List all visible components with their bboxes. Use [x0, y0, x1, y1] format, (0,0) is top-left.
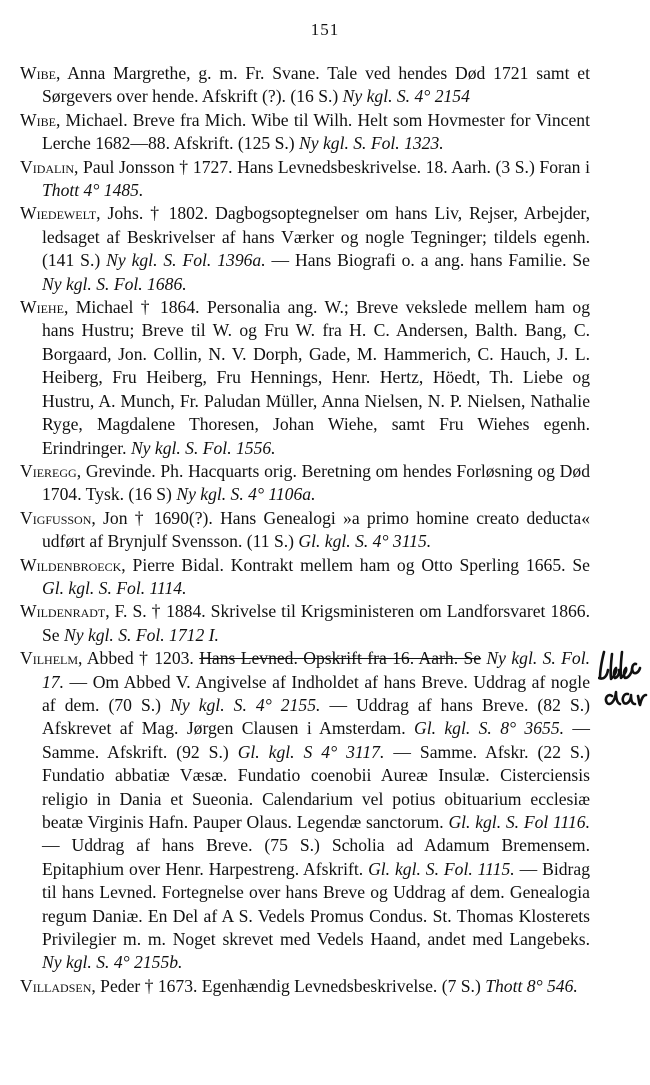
entry-text: , Grevinde. Ph. Hacquarts orig. Beretning om hendes Forløsning og Død 1704. Tysk. (16 S)	[42, 460, 590, 505]
entry-wibe-anna	[20, 62, 590, 109]
shelfmark: Ny kgl. S. 4° 2155.	[170, 694, 321, 715]
shelfmark: Ny kgl. S. Fol. 1686.	[42, 273, 187, 294]
entry-name: Wibe	[20, 63, 56, 83]
entry-wiehe	[20, 296, 590, 460]
shelfmark: Gl. kgl. S. Fol. 1115.	[368, 858, 515, 879]
shelfmark: Ny kgl. S. 4° 2155b.	[42, 952, 183, 973]
entry-villadsen	[20, 975, 590, 998]
page-number: 151	[310, 20, 340, 39]
shelfmark: Ny kgl. S. Fol. 1396a.	[106, 250, 266, 271]
entry-wildenradt	[20, 600, 590, 647]
entry-text: , Peder † 1673. Egenhændig Levnedsbeskrivelse. (7 S.)	[91, 975, 486, 996]
entry-text: — Bidrag til hans Levned. Fortegnelse over hans Breve og Uddrag af dem. Genealogia regum Daniæ. En Del af A S. Vedels Promus Condus. St. Thomas Klosterets Privilegier m. m. Noget skrevet med Vedels Haand, andet med Langebeks.	[42, 858, 590, 950]
entry-wildenbroeck	[20, 554, 590, 601]
entry-text: — Uddrag af hans Breve. (82 S.) Afskrevet af Mag. Jørgen Clausen i Amsterdam.	[42, 694, 590, 739]
entry-text: , F. S. † 1884. Skrivelse til Krigsministeren om Landforsvaret 1866. Se	[42, 601, 590, 645]
entry-vigfusson	[20, 507, 590, 554]
entry-text: , Paul Jonsson † 1727. Hans Levnedsbeskrivelse. 18. Aarh. (3 S.) Foran i	[74, 156, 590, 177]
shelfmark: Ny kgl. S. Fol. 1323.	[299, 133, 444, 154]
shelfmark: Thott 8° 546.	[485, 975, 578, 996]
handwritten-marginal-note	[598, 648, 648, 710]
entry-name: Vigfusson	[20, 507, 92, 528]
entry-text: , Johs. † 1802. Dagbogsoptegnelser om hans Liv, Rejser, Arbejder, ledsaget af Beskrivelser af hans Værker og nogle Tegninger; tildels egenh. (141 S.)	[42, 203, 590, 271]
shelfmark: Gl. kgl. S. Fol. 1114.	[42, 577, 187, 598]
entry-name: Wiedewelt	[20, 203, 97, 224]
entry-vidalin	[20, 156, 590, 203]
entry-vieregg	[20, 460, 590, 507]
entry-text: , Michael. Breve fra Mich. Wibe til Wilh. Helt som Hovmester for Vincent Lerche 1682—88. Afskrift. (125 S.)	[42, 109, 590, 154]
entry-text: , Jon † 1690(?). Hans Genealogi »a primo homine creato deducta« udført af Brynjulf Svensson. (11 S.)	[42, 507, 590, 552]
entry-text: , Michael † 1864. Personalia ang. W.; Breve vekslede mellem ham og hans Hustru; Breve til W. og Fru W. fra H. C. Andersen, Balth. Bang, C. Borgaard, Jon. Collin, N. V. Dorph, Gade, M. Hammerich, C. Hauch, J. L. Heiberg, Fru Heiberg, Fru Hennings, Henr. Hertz, Höedt, Th. Liebe og Hustru, A. Munch, Fr. Paludan Müller, Anna Nielsen, N. P. Nielsen, Nathalie Ryge, Magdalene Thoresen, Johan Wiehe, samt Fru Wiehes egenh. Erindringer.	[42, 297, 590, 458]
entry-name: Vilhelm	[20, 648, 79, 669]
entry-name: Wildenbroeck	[20, 554, 122, 575]
index-entries	[20, 62, 590, 998]
entry-name: Wiehe	[20, 297, 64, 318]
shelfmark: Ny kgl. S. 4° 2154	[342, 86, 470, 107]
entry-name: Villadsen	[20, 975, 92, 996]
entry-text: , Pierre Bidal. Kontrakt mellem ham og Otto Sperling 1665. Se	[121, 554, 590, 575]
shelfmark: Gl. kgl. S. 8° 3655.	[414, 718, 565, 739]
entry-text: — Samme. Afskrift. (92 S.)	[42, 718, 590, 762]
shelfmark: Ny kgl. S. 4° 1106a.	[176, 484, 316, 505]
shelfmark: Gl. kgl. S. 4° 3115.	[298, 531, 432, 552]
entry-text: — Om Abbed V. Angivelse af Indholdet af hans Breve. Uddrag af nogle af dem. (70 S.)	[42, 671, 590, 715]
shelfmark: Ny kgl. S. Fol. 1556.	[130, 437, 276, 458]
entry-wiedewelt	[20, 202, 590, 296]
entry-name: Vidalin	[20, 156, 75, 177]
entry-name: Vieregg	[20, 460, 77, 481]
shelfmark: Ny kgl. S. Fol. 17.	[42, 648, 590, 692]
entry-name: Wibe	[20, 109, 56, 130]
shelfmark: Gl. kgl. S 4° 3117.	[237, 741, 385, 762]
shelfmark: Gl. kgl. S. Fol 1116.	[448, 812, 590, 832]
entry-text: — Samme. Afskr. (22 S.) Fundatio abbatiæ Væsæ. Fundatio coenobii Aureæ Insulæ. Cisterciensis religio in Dania et Sueonia. Calendarium vel potius obituarium ecclesiæ beatæ Virginis Hafn. Pauper Olaus. Legendæ sanctorum.	[42, 741, 591, 832]
entry-wibe-michael	[20, 109, 590, 156]
entry-text: — Hans Biografi o. a ang. hans Familie. Se	[265, 250, 590, 271]
shelfmark: Thott 4° 1485.	[42, 180, 144, 201]
shelfmark: Ny kgl. S. Fol. 1712 I.	[64, 624, 219, 645]
entry-text: , Abbed † 1203.	[78, 648, 200, 669]
entry-vilhelm	[20, 647, 590, 975]
entry-text: , Anna Margrethe, g. m. Fr. Svane. Tale ved hendes Død 1721 samt et Sørgevers over hende. Afskrift (?). (16 S.)	[42, 63, 590, 107]
struck-text: Hans Levned. Opskrift fra 16. Aarh. Se	[199, 648, 482, 669]
entry-text: — Uddrag af hans Breve. (75 S.) Scholia ad Adamum Bremensem. Epitaphium over Henr. Harpestreng. Afskrift.	[42, 835, 590, 879]
entry-name: Wildenradt	[20, 601, 106, 622]
